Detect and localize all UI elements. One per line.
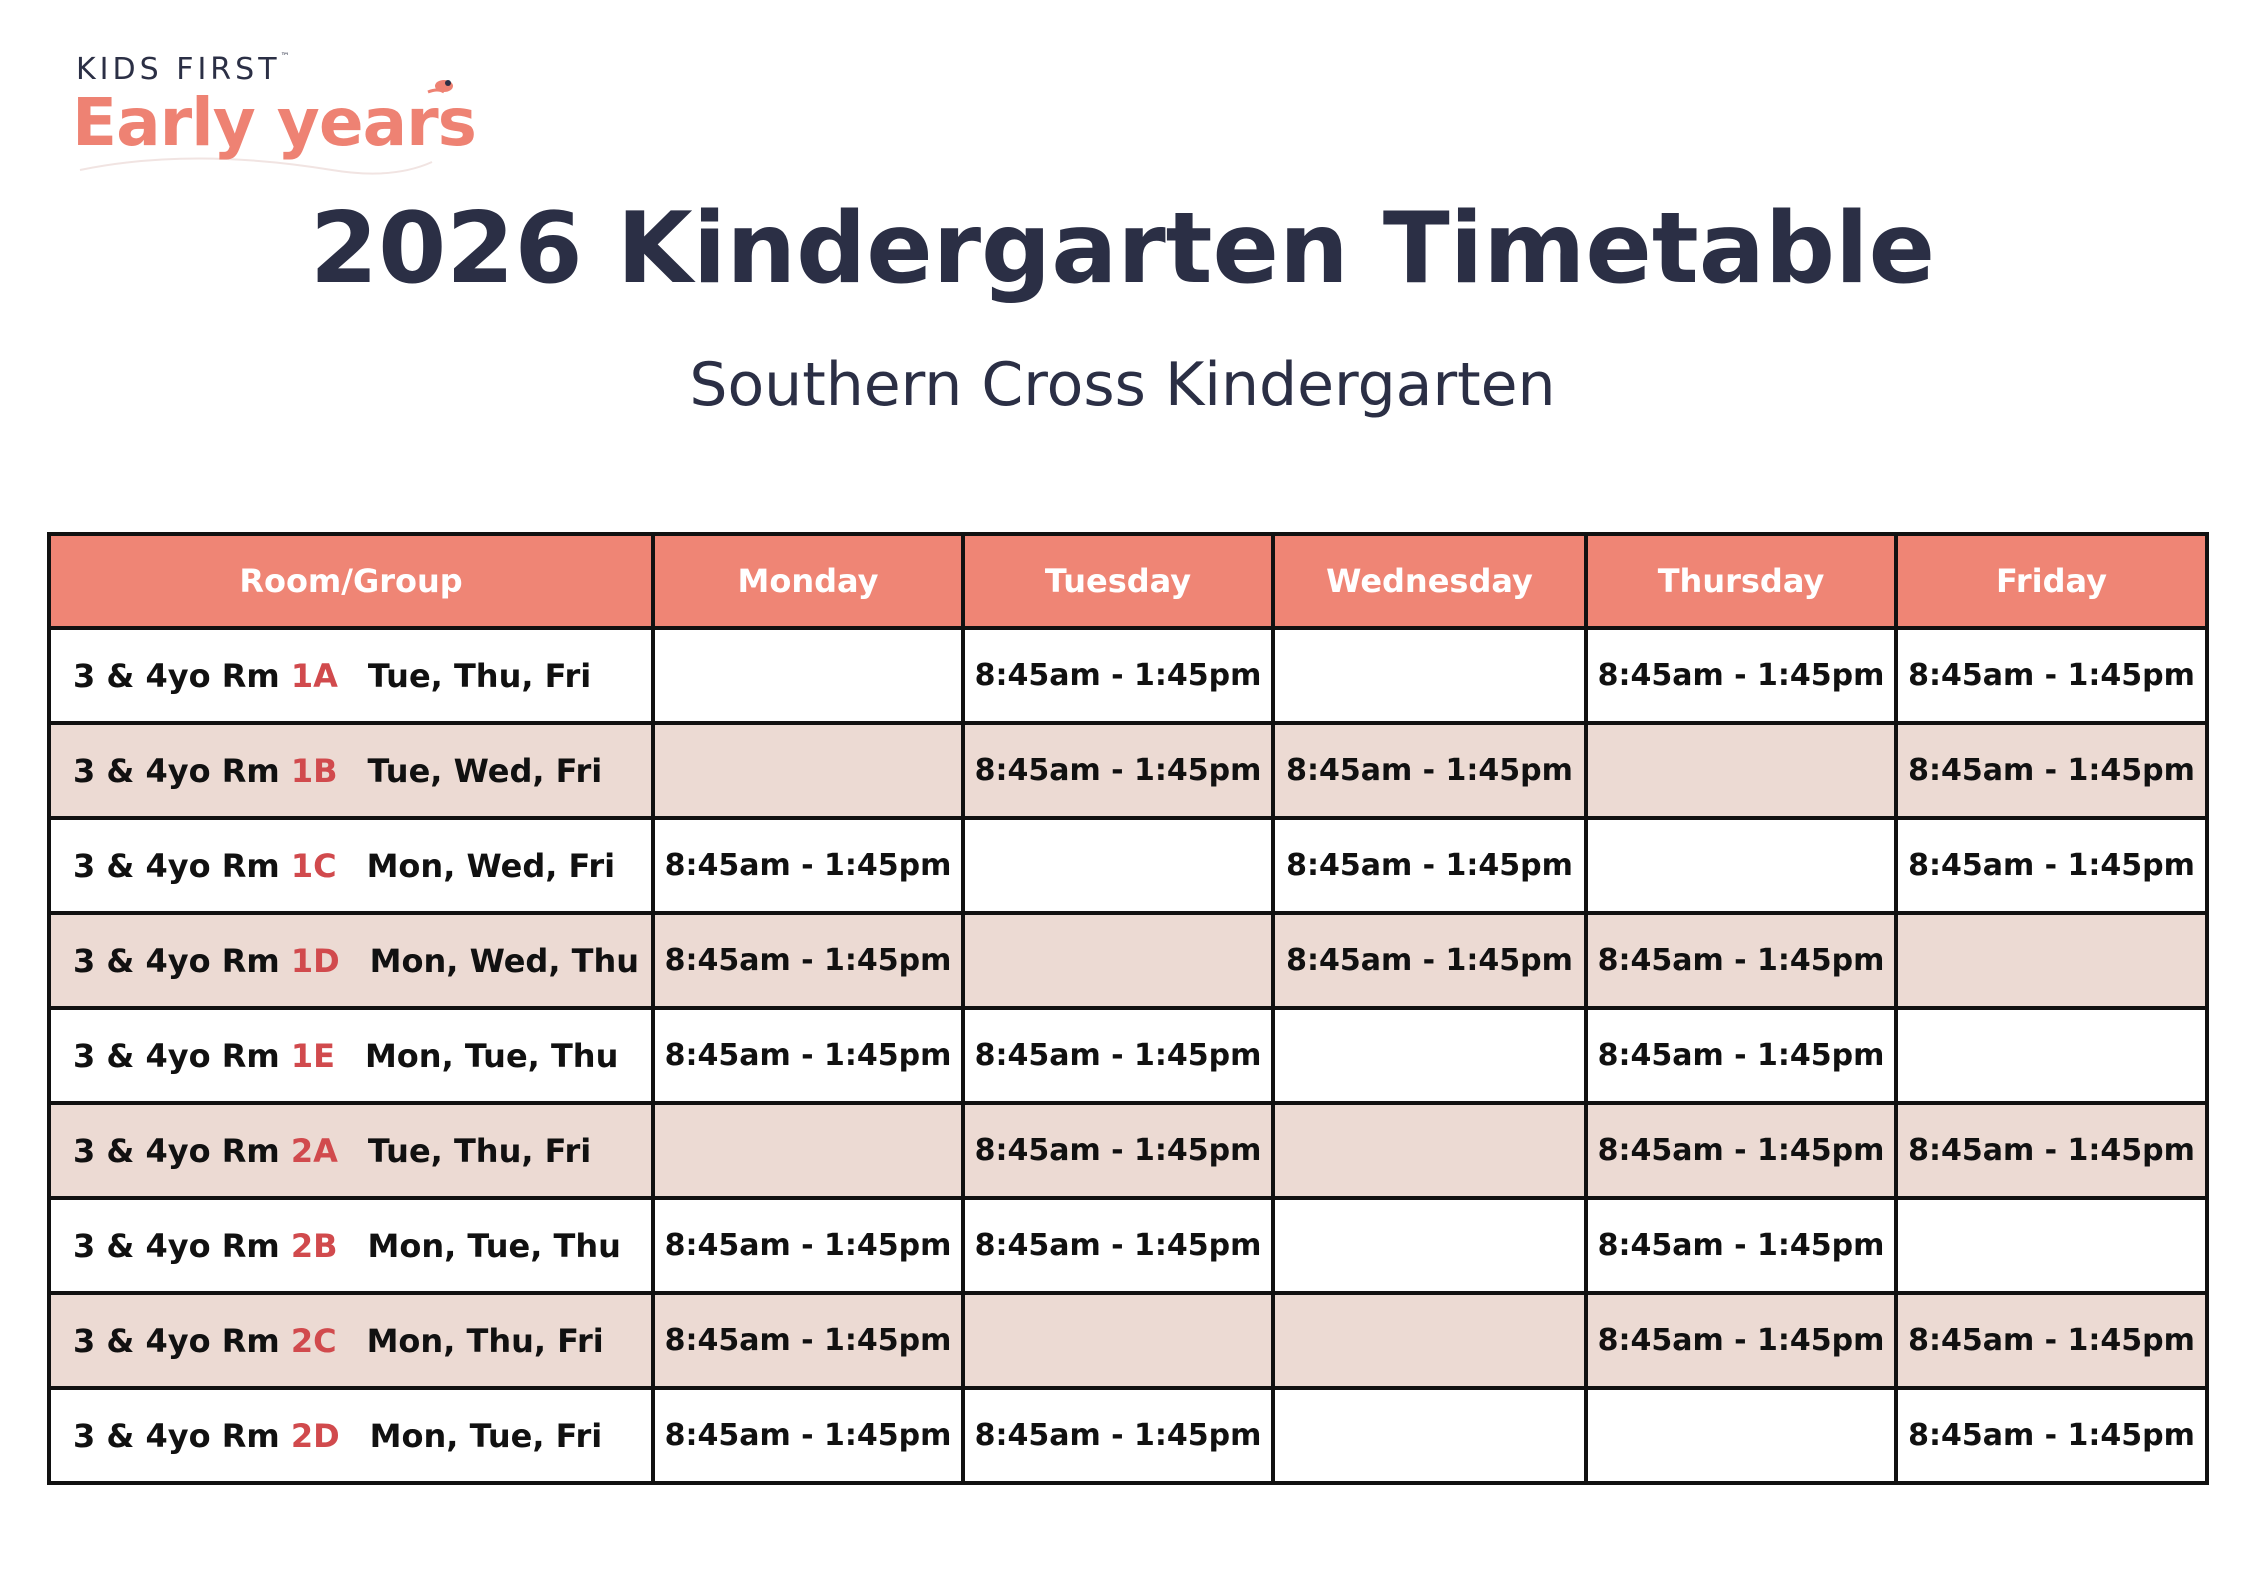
monday-cell [653,723,963,818]
room-cell [49,818,653,913]
room-prefix: 3 & 4yo Rm [73,751,280,790]
logo [72,52,492,192]
timetable [47,532,2209,1485]
friday-cell [1896,1008,2207,1103]
header-monday: Monday [653,534,963,628]
table-row [49,1388,2207,1483]
thursday-cell [1586,818,1896,913]
wednesday-cell: 8:45am - 1:45pm [1273,818,1586,913]
room-prefix: 3 & 4yo Rm [73,1226,280,1265]
logo-brand-top: KIDS FIRST™ [76,52,290,87]
thursday-cell: 8:45am - 1:45pm [1586,1103,1896,1198]
table-row [49,628,2207,723]
tuesday-cell [963,913,1273,1008]
wednesday-cell [1273,628,1586,723]
room-code: 1A [290,656,338,695]
room-code: 1E [290,1036,335,1075]
friday-cell: 8:45am - 1:45pm [1896,1388,2207,1483]
monday-cell: 8:45am - 1:45pm [653,1198,963,1293]
tuesday-cell: 8:45am - 1:45pm [963,723,1273,818]
room-days: Mon, Wed, Fri [366,846,616,885]
header-thursday: Thursday [1586,534,1896,628]
room-prefix: 3 & 4yo Rm [73,941,280,980]
room-cell [49,1293,653,1388]
table-row [49,1293,2207,1388]
monday-cell [653,1103,963,1198]
page-title: 2026 Kindergarten Timetable [309,192,1936,306]
room-days: Tue, Wed, Fri [367,751,603,790]
table-row [49,1198,2207,1293]
header-wednesday: Wednesday [1273,534,1586,628]
thursday-cell: 8:45am - 1:45pm [1586,1008,1896,1103]
room-prefix: 3 & 4yo Rm [73,1036,280,1075]
monday-cell: 8:45am - 1:45pm [653,1293,963,1388]
room-code: 1D [290,941,340,980]
room-code: 2B [290,1226,338,1265]
header-tuesday: Tuesday [963,534,1273,628]
room-code: 2A [290,1131,338,1170]
table-row [49,818,2207,913]
friday-cell: 8:45am - 1:45pm [1896,628,2207,723]
friday-cell: 8:45am - 1:45pm [1896,1293,2207,1388]
friday-cell [1896,913,2207,1008]
tuesday-cell [963,818,1273,913]
monday-cell: 8:45am - 1:45pm [653,913,963,1008]
table-row [49,723,2207,818]
table-row [49,913,2207,1008]
wednesday-cell [1273,1008,1586,1103]
room-days: Mon, Tue, Fri [369,1416,603,1455]
thursday-cell: 8:45am - 1:45pm [1586,628,1896,723]
logo-brand-main: Early years [72,84,476,161]
room-cell [49,913,653,1008]
friday-cell: 8:45am - 1:45pm [1896,1103,2207,1198]
room-prefix: 3 & 4yo Rm [73,1416,280,1455]
thursday-cell: 8:45am - 1:45pm [1586,1198,1896,1293]
room-days: Tue, Thu, Fri [367,656,592,695]
table-row [49,1008,2207,1103]
monday-cell: 8:45am - 1:45pm [653,1008,963,1103]
room-code: 1B [290,751,338,790]
room-days: Tue, Thu, Fri [367,1131,592,1170]
tuesday-cell: 8:45am - 1:45pm [963,1008,1273,1103]
table-header-row [49,534,2207,628]
tuesday-cell: 8:45am - 1:45pm [963,628,1273,723]
monday-cell: 8:45am - 1:45pm [653,818,963,913]
wednesday-cell [1273,1293,1586,1388]
wednesday-cell: 8:45am - 1:45pm [1273,913,1586,1008]
room-cell [49,723,653,818]
room-days: Mon, Wed, Thu [369,941,640,980]
room-cell [49,1008,653,1103]
room-days: Mon, Thu, Fri [366,1321,604,1360]
monday-cell [653,628,963,723]
tuesday-cell: 8:45am - 1:45pm [963,1103,1273,1198]
wednesday-cell [1273,1103,1586,1198]
monday-cell: 8:45am - 1:45pm [653,1388,963,1483]
room-days: Mon, Tue, Thu [367,1226,621,1265]
room-code: 2C [290,1321,337,1360]
table-row [49,1103,2207,1198]
room-cell [49,1388,653,1483]
friday-cell: 8:45am - 1:45pm [1896,818,2207,913]
tuesday-cell [963,1293,1273,1388]
thursday-cell: 8:45am - 1:45pm [1586,1293,1896,1388]
tuesday-cell: 8:45am - 1:45pm [963,1198,1273,1293]
tuesday-cell: 8:45am - 1:45pm [963,1388,1273,1483]
room-prefix: 3 & 4yo Rm [73,1321,280,1360]
page-subtitle: Southern Cross Kindergarten [689,350,1556,420]
wednesday-cell [1273,1198,1586,1293]
friday-cell [1896,1198,2207,1293]
room-cell [49,628,653,723]
room-cell [49,1198,653,1293]
header-friday: Friday [1896,534,2207,628]
wednesday-cell [1273,1388,1586,1483]
room-prefix: 3 & 4yo Rm [73,656,280,695]
thursday-cell [1586,723,1896,818]
thursday-cell: 8:45am - 1:45pm [1586,913,1896,1008]
wednesday-cell: 8:45am - 1:45pm [1273,723,1586,818]
room-prefix: 3 & 4yo Rm [73,1131,280,1170]
room-code: 2D [290,1416,340,1455]
room-prefix: 3 & 4yo Rm [73,846,280,885]
thursday-cell [1586,1388,1896,1483]
room-code: 1C [290,846,337,885]
room-cell [49,1103,653,1198]
room-days: Mon, Tue, Thu [364,1036,619,1075]
header-room-group: Room/Group [49,534,653,628]
friday-cell: 8:45am - 1:45pm [1896,723,2207,818]
